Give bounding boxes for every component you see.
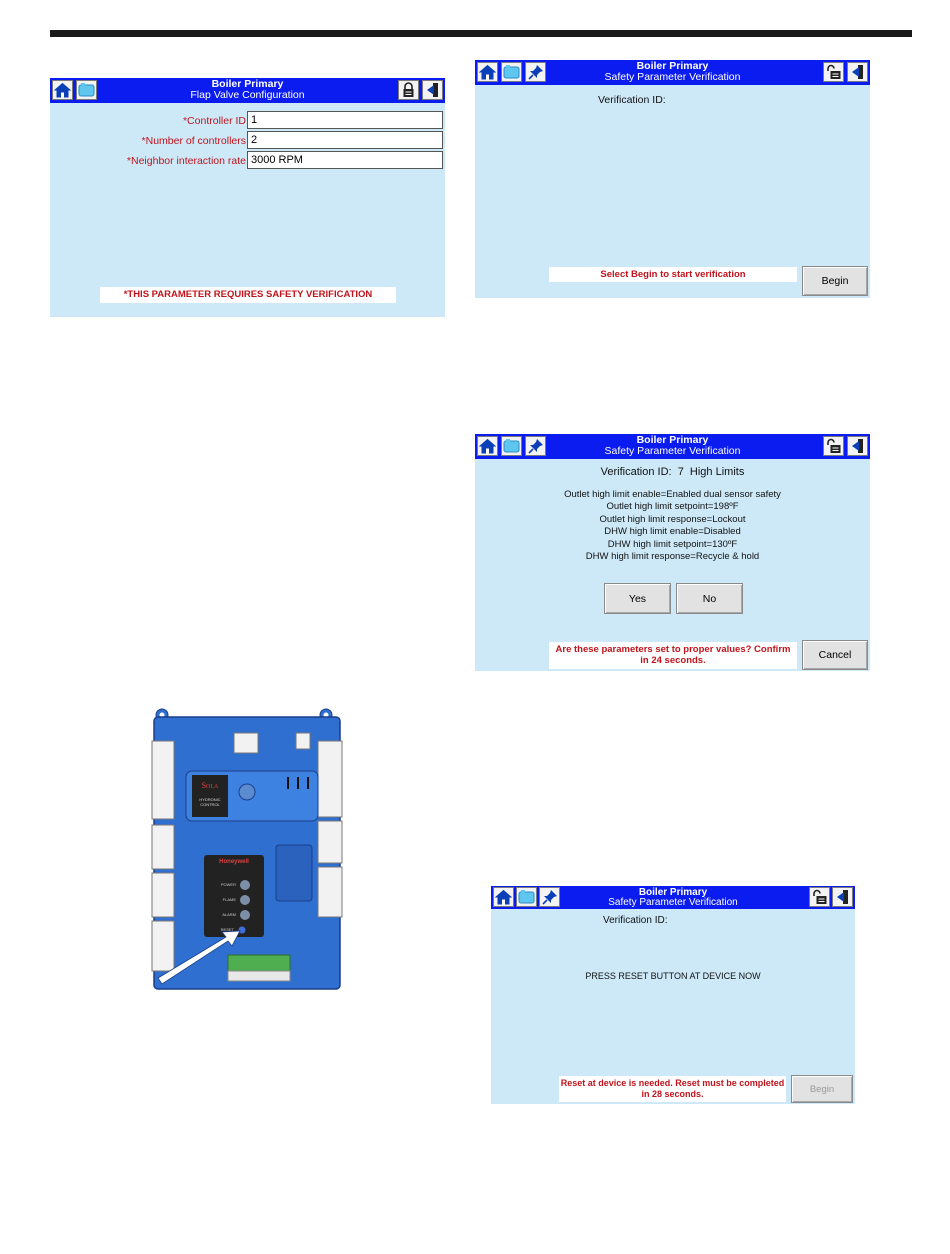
safety-verification-notice: *THIS PARAMETER REQUIRES SAFETY VERIFICATION bbox=[100, 287, 396, 303]
cancel-button[interactable]: Cancel bbox=[802, 640, 868, 670]
parameter-item: DHW high limit response=Recycle & hold bbox=[585, 551, 760, 563]
back-icon bbox=[425, 82, 441, 98]
reset-message-line2: in 28 seconds. bbox=[641, 1088, 704, 1099]
device-maker: Honeywell bbox=[219, 859, 249, 865]
header-subtitle: Safety Parameter Verification bbox=[604, 71, 741, 83]
back-icon bbox=[850, 438, 866, 454]
screen-header bbox=[491, 886, 855, 909]
led-alarm-label: ALARM bbox=[222, 912, 236, 917]
lock-button[interactable] bbox=[398, 80, 419, 100]
led-power-label: POWER bbox=[220, 882, 236, 887]
status-message: Select Begin to start verification bbox=[549, 267, 797, 282]
number-of-controllers-label: *Number of controllers bbox=[141, 135, 246, 147]
parameter-list bbox=[475, 489, 870, 563]
page-rule bbox=[50, 30, 912, 37]
begin-button: Begin bbox=[791, 1075, 853, 1103]
header-title: Boiler Primary bbox=[636, 60, 709, 72]
controller-id-label: *Controller ID bbox=[182, 115, 246, 127]
back-button[interactable] bbox=[832, 887, 853, 907]
header-subtitle: Safety Parameter Verification bbox=[604, 445, 741, 457]
device-brand: Sola bbox=[201, 781, 219, 790]
begin-button[interactable]: Begin bbox=[802, 266, 868, 296]
neighbor-interaction-rate-label: *Neighbor interaction rate bbox=[126, 155, 246, 167]
unlock-icon bbox=[812, 889, 828, 905]
unlock-button[interactable] bbox=[823, 436, 844, 456]
neighbor-interaction-rate-field[interactable]: 3000 RPM bbox=[247, 151, 443, 169]
parameter-item: DHW high limit setpoint=130ºF bbox=[607, 538, 738, 550]
no-button[interactable]: No bbox=[676, 583, 743, 614]
unlock-button[interactable] bbox=[823, 62, 844, 82]
device-product-line2: CONTROL bbox=[200, 802, 220, 807]
verification-id-label: Verification ID: bbox=[598, 94, 666, 106]
back-icon bbox=[835, 889, 851, 905]
lock-icon bbox=[401, 82, 416, 98]
back-button[interactable] bbox=[847, 436, 868, 456]
back-button[interactable] bbox=[847, 62, 868, 82]
flap-valve-config-screen bbox=[50, 78, 445, 317]
device-illustration bbox=[148, 705, 348, 995]
parameter-item: Outlet high limit setpoint=198ºF bbox=[606, 501, 739, 513]
unlock-icon bbox=[826, 438, 842, 454]
verification-id-label: Verification ID: 7 High Limits bbox=[600, 466, 745, 478]
reset-message-line1: Reset at device is needed. Reset must be completed bbox=[560, 1078, 785, 1088]
reset-instruction: PRESS RESET BUTTON AT DEVICE NOW bbox=[585, 971, 761, 981]
back-button[interactable] bbox=[422, 80, 443, 100]
yes-button[interactable]: Yes bbox=[604, 583, 671, 614]
parameter-item: Outlet high limit response=Lockout bbox=[599, 513, 746, 525]
led-flame-label: FLAME bbox=[222, 897, 236, 902]
parameter-item: DHW high limit enable=Disabled bbox=[604, 526, 741, 538]
confirm-message bbox=[549, 642, 797, 669]
number-of-controllers-field[interactable]: 2 bbox=[247, 131, 443, 149]
verification-start-screen bbox=[475, 60, 870, 298]
verification-confirm-screen bbox=[475, 434, 870, 671]
back-icon bbox=[850, 64, 866, 80]
reset-label: RESET bbox=[220, 927, 234, 932]
screen-header bbox=[475, 434, 870, 459]
sola-controller-device bbox=[148, 705, 348, 995]
header-subtitle: Flap Valve Configuration bbox=[190, 89, 305, 101]
device-product-line1: HYDRONIC bbox=[199, 797, 221, 802]
verification-reset-screen bbox=[491, 886, 855, 1104]
header-title: Boiler Primary bbox=[638, 887, 708, 898]
screen-header bbox=[50, 78, 445, 103]
confirm-message-line1: Are these parameters set to proper values? Confirm bbox=[555, 644, 791, 655]
verification-id-label: Verification ID: bbox=[603, 915, 668, 926]
reset-message bbox=[559, 1076, 786, 1102]
confirm-message-line2: in 24 seconds. bbox=[640, 655, 706, 666]
reset-button[interactable] bbox=[238, 926, 246, 934]
controller-id-field[interactable]: 1 bbox=[247, 111, 443, 129]
screen-header bbox=[475, 60, 870, 85]
unlock-button[interactable] bbox=[809, 887, 830, 907]
unlock-icon bbox=[826, 64, 842, 80]
header-subtitle: Safety Parameter Verification bbox=[608, 897, 738, 908]
header-title: Boiler Primary bbox=[636, 434, 709, 446]
header-title: Boiler Primary bbox=[211, 78, 284, 90]
parameter-item: Outlet high limit enable=Enabled dual sensor safety bbox=[564, 489, 781, 500]
